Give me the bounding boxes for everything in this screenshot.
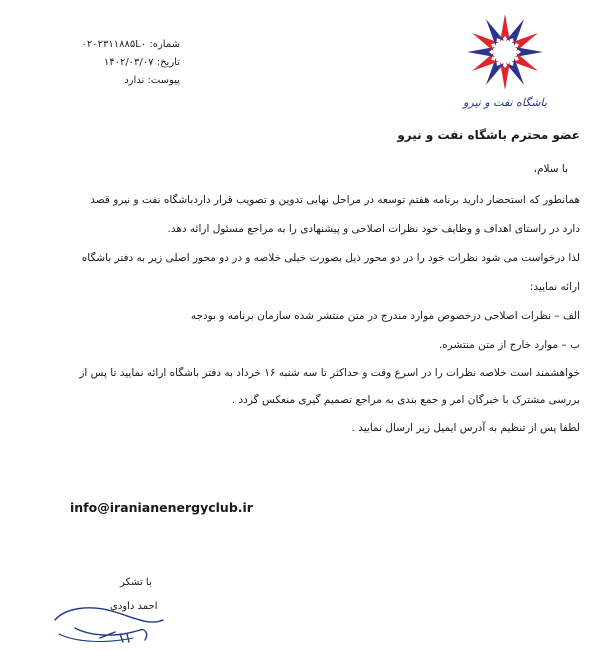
letter-number: شماره: ۰۲۰۲۳۱۱۸۸۵L۰ <box>81 39 180 50</box>
energy-club-logo <box>455 10 555 120</box>
contact-email-link[interactable]: info@iranianenergyclub.ir <box>70 500 253 515</box>
signer-name: احمد داودی <box>110 601 158 612</box>
letter-attachment: پیوست: ندارد <box>124 75 180 86</box>
closing-thanks: با تشکر <box>120 577 152 588</box>
paragraph-request: لذا درخواست می شود نظرات خود را در دو محور ذیل بصورت خیلی خلاصه و در دو محور اصلی زیر به دفتر باشگاه ارائه نمایید: <box>81 252 580 293</box>
list-item-b: ب – موارد خارج از متن منتشره. <box>438 339 580 351</box>
handwritten-signature <box>45 590 175 645</box>
letter-meta <box>70 36 180 90</box>
energy-club-star-logo-icon <box>455 10 555 96</box>
paragraph-email-instruction: لطفا پس از تنظیم به آدرس ایمیل زیر ارسال نمایید . <box>351 422 580 434</box>
letter-body <box>70 126 580 443</box>
paragraph-intro: همانطور که استحضار دارید برنامه هفتم توسعه در مراحل نهایی تدوین و تصویب قرار داردباشگاه نفت و نیرو قصد دارد در راستای اهداف و وظایف خود نظرات اصلاحی و پیشنهادی را به مراجع مسئول ارائه دهد. <box>90 194 580 235</box>
recipient-line: عضو محترم باشگاه نفت و نیرو <box>397 128 580 142</box>
paragraph-deadline: خواهشمند است خلاصه نظرات را در اسرع وقت و حداکثر تا سه شنبه ۱۶ خرداد به دفتر باشگاه ارائه نمایید تا پس از بررسی مشترک با خبرگان امر و جمع بندی به مراجع تصمیم گیری منعکس گردد . <box>79 367 580 406</box>
logo-caption: باشگاه نفت و نیرو <box>463 96 547 109</box>
greeting: با سلام، <box>533 163 568 175</box>
letter-date: تاریخ: ۱۴۰۲/۰۳/۰۷ <box>103 57 180 68</box>
list-item-a: الف – نظرات اصلاحی درخصوص موارد مندرج در متن منتشر شده سازمان برنامه و بودجه <box>190 310 580 322</box>
